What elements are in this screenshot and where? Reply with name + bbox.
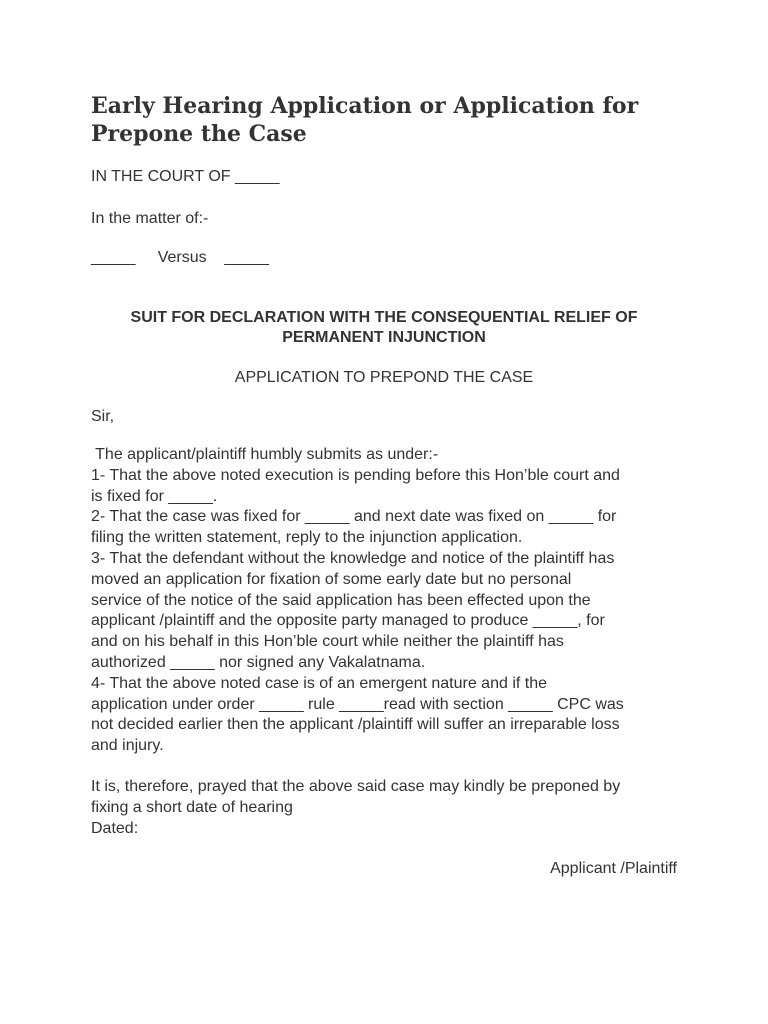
body-line: applicant /plaintiff and the opposite party managed to produce _____, for <box>91 612 605 630</box>
body-line: not decided earlier then the applicant /plaintiff will suffer an irreparable loss <box>91 716 620 734</box>
body-line: moved an application for fixation of some early date but no personal <box>91 570 572 588</box>
body-line: and on his behalf in this Hon’ble court while neither the plaintiff has <box>91 633 564 651</box>
matter-line: In the matter of:- <box>91 210 209 227</box>
suit-heading: SUIT FOR DECLARATION WITH THE CONSEQUENTIAL RELIEF OF PERMANENT INJUNCTION <box>130 309 638 346</box>
body-line: The applicant/plaintiff humbly submits as under:- <box>91 446 439 463</box>
body-line: service of the notice of the said application has been effected upon the <box>91 591 591 609</box>
application-heading: APPLICATION TO PREPOND THE CASE <box>234 369 534 386</box>
salutation: Sir, <box>91 408 115 425</box>
body-line: 2- That the case was fixed for _____ and next date was fixed on _____ for <box>91 508 617 526</box>
body-line: 4- That the above noted case is of an emergent nature and if the <box>91 674 548 692</box>
court-line: IN THE COURT OF _____ <box>91 168 280 185</box>
body-line: 3- That the defendant without the knowledge and notice of the plaintiff has <box>91 549 615 567</box>
body-line: authorized _____ nor signed any Vakalatnama. <box>91 653 426 671</box>
body-line: is fixed for _____. <box>91 487 218 505</box>
body-line: 1- That the above noted execution is pending before this Hon’ble court and <box>91 466 620 484</box>
document-title: Early Hearing Application or Application for Prepone the Case <box>91 93 639 147</box>
prayer-line: It is, therefore, prayed that the above said case may kindly be preponed by <box>91 778 621 795</box>
signature-line: Applicant /Plaintiff <box>550 860 677 877</box>
prayer-paragraph <box>91 777 677 839</box>
body-line: filing the written statement, reply to the injunction application. <box>91 529 523 547</box>
prayer-line: fixing a short date of hearing <box>91 798 293 816</box>
body-line: application under order _____ rule _____read with section _____ CPC was <box>91 695 624 713</box>
versus-line: _____ Versus _____ <box>91 249 269 266</box>
body-line: and injury. <box>91 737 164 755</box>
dated-line: Dated: <box>91 819 139 837</box>
body-paragraphs <box>91 445 677 757</box>
